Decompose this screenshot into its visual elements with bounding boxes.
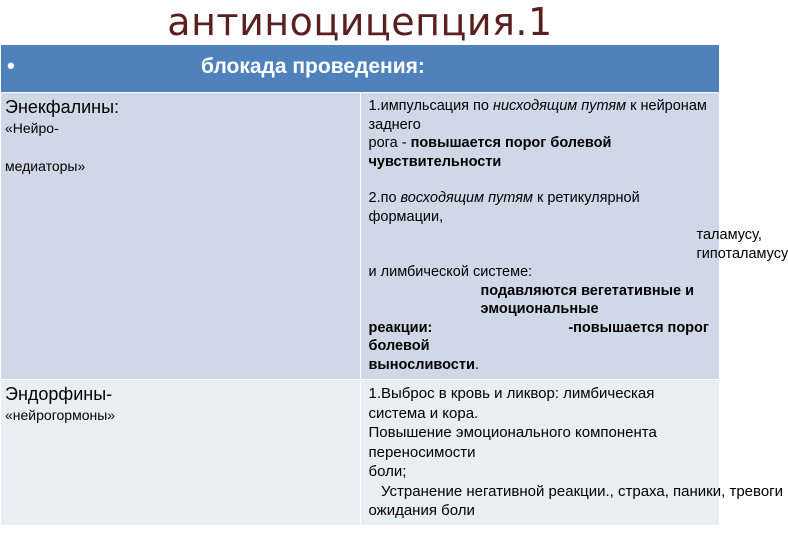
row2-line2: Повышение эмоционального компонента переносимости: [368, 424, 657, 461]
table-row: [1, 93, 720, 380]
row1-p1-a: 1.импульсация по: [368, 98, 494, 114]
row1-p2-c: к ретикулярной формации,: [368, 190, 640, 225]
row2-sub1: «нейрогормоны»: [5, 407, 116, 423]
table-row: [1, 380, 720, 526]
row2-line5: ожидания боли: [368, 502, 475, 519]
row1-p1-d: рога -: [368, 135, 411, 151]
row1-p1-c: к нейронам заднего: [368, 98, 707, 133]
bullet-icon: •: [7, 53, 15, 78]
row2-line4: Устранение негативной реакции., страха, паники, тревоги: [368, 482, 784, 500]
row1-p2-e: и лимбической системе:: [368, 264, 533, 280]
row1-p2-d: таламусу, гипоталамусу: [696, 227, 788, 262]
header-label: блокада проведения:: [201, 55, 425, 78]
row1-p1-e: повышается порог болевой чувствительности: [368, 135, 612, 170]
row1-p2-b: восходящим путям: [400, 190, 533, 206]
row1-p2-line6: [369, 319, 712, 356]
row2-line3: боли;: [368, 463, 407, 480]
content-table: [0, 44, 788, 526]
row1-p2-line1: [369, 189, 712, 226]
row2-line1: 1.Выброс в кровь и ликвор: лимбическая система и кора.: [368, 385, 655, 422]
row1-p2-g: реакции:: [368, 319, 433, 336]
row1-p1-line1: [369, 97, 712, 134]
row1-name: Энекфалины:: [5, 97, 120, 117]
page-title: антиноцицепция.1: [167, 0, 553, 44]
row2-desc-cell: [360, 380, 784, 526]
row1-p1-b: нисходящим путям: [493, 98, 627, 114]
row1-p2-h: -повышается порог болевой: [368, 319, 709, 354]
row1-sub1: «Нейро-: [5, 120, 59, 136]
row1-desc-cell: [360, 93, 788, 380]
row1-p2-line7: [369, 356, 712, 375]
row1-p2-i: выносливости: [368, 356, 475, 373]
row1-p2-a: 2.по: [368, 190, 401, 206]
row2-name: Эндорфины-: [5, 384, 113, 404]
header-row: [1, 45, 720, 93]
row2-name-cell: [1, 380, 361, 526]
row1-p2-f: подавляются вегетативные и эмоциональные: [480, 282, 695, 317]
header-cell: [1, 45, 720, 93]
row1-p2-j: .: [474, 356, 479, 373]
row1-p1-line2: [369, 134, 712, 171]
row1-sub2: медиаторы»: [5, 158, 86, 174]
row1-name-cell: [1, 93, 361, 380]
